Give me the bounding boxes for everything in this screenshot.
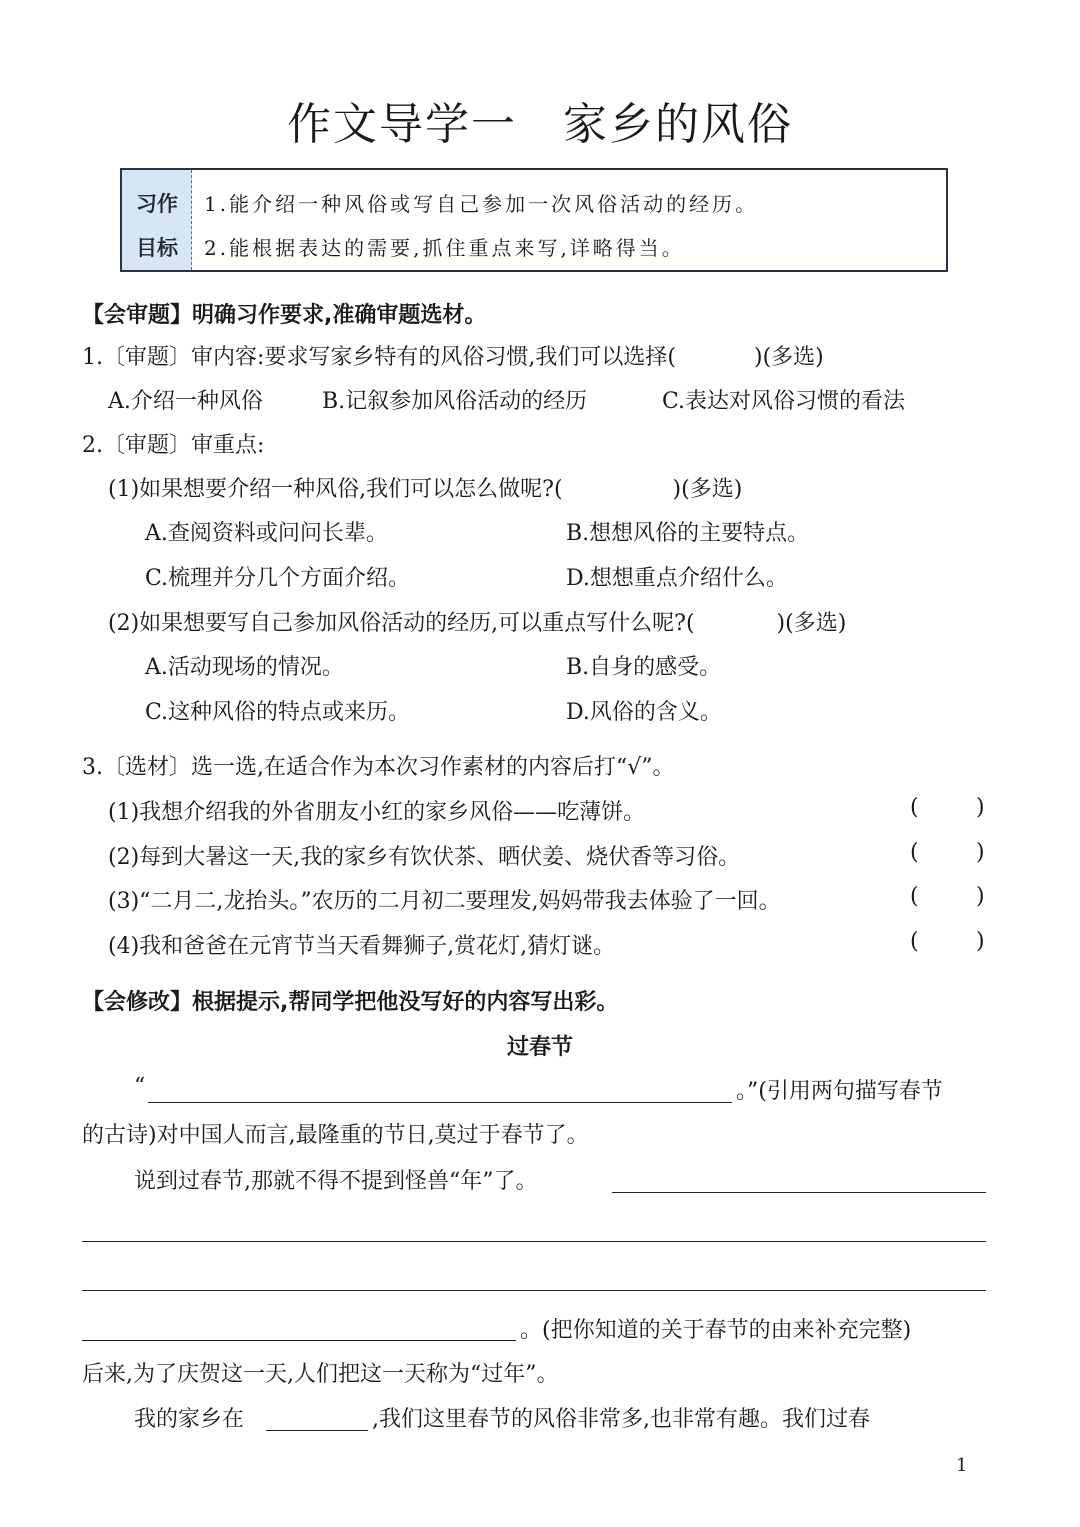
q2-sub2-option-c: C.这种风俗的特点或来历。 xyxy=(145,700,411,725)
question-2: 2.〔审题〕审重点: xyxy=(82,433,265,458)
q3-item-2-paren-close: ) xyxy=(976,840,985,865)
q3-item-1-paren-open[interactable]: ( xyxy=(910,795,919,820)
q1-option-c: C.表达对风俗习惯的看法 xyxy=(662,389,906,414)
goals-label-line2: 目标 xyxy=(136,236,178,260)
essay-blank-origin-4[interactable] xyxy=(82,1340,516,1341)
title-part1: 作文导学一 xyxy=(287,99,517,150)
page-title xyxy=(0,88,1080,152)
essay-quote-hint: 。”(引用两句描写春节 xyxy=(736,1079,943,1104)
essay-line-3: 说到过春节,那就不得不提到怪兽“年”了。 xyxy=(134,1169,538,1194)
q2-sub1-option-a: A.查阅资料或问问长辈。 xyxy=(145,521,388,546)
goals-label xyxy=(122,170,192,270)
goals-label-line1: 习作 xyxy=(136,192,178,216)
q3-item-4: (4)我和爸爸在元宵节当天看舞狮子,赏花灯,猜灯谜。 xyxy=(108,934,616,959)
goals-box xyxy=(120,168,948,272)
essay-line-8-suffix: ,我们这里春节的风俗非常多,也非常有趣。我们过春 xyxy=(372,1407,870,1432)
q1-option-b: B.记叙参加风俗活动的经历 xyxy=(322,389,588,414)
essay-blank-poem[interactable] xyxy=(148,1102,732,1103)
q2-sub1-answer-blank[interactable] xyxy=(563,479,673,503)
question-3: 3.〔选材〕选一选,在适合作为本次习作素材的内容后打“√”。 xyxy=(82,755,675,780)
q1-suffix: )(多选) xyxy=(753,345,824,370)
section-heading-revise: 【会修改】根据提示,帮同学把他没写好的内容写出彩。 xyxy=(82,990,619,1015)
essay-open-quote: “ xyxy=(134,1074,146,1099)
section-heading-review: 【会审题】明确习作要求,准确审题选材。 xyxy=(82,303,487,328)
q2-sub1 xyxy=(108,472,742,503)
goal-item-1: 1.能介绍一种风俗或写自己参加一次风俗活动的经历。 xyxy=(204,192,759,216)
q2-sub1-stem: (1)如果想要介绍一种风俗,我们可以怎么做呢?( xyxy=(108,477,563,502)
q2-sub2-option-d: D.风俗的含义。 xyxy=(566,700,722,725)
q2-sub1-suffix: )(多选) xyxy=(672,477,743,502)
q3-item-3: (3)“二月二,龙抬头。”农历的二月初二要理发,妈妈带我去体验了一回。 xyxy=(108,889,781,914)
q2-sub2-stem: (2)如果想要写自己参加风俗活动的经历,可以重点写什么呢?( xyxy=(108,611,695,636)
q2-sub2-answer-blank[interactable] xyxy=(695,613,777,637)
q2-sub1-option-d: D.想想重点介绍什么。 xyxy=(566,566,788,591)
essay-line-2: 的古诗)对中国人而言,最隆重的节日,莫过于春节了。 xyxy=(82,1123,589,1148)
q1-stem: 1.〔审题〕审内容:要求写家乡特有的风俗习惯,我们可以选择( xyxy=(82,345,676,370)
q3-item-2: (2)每到大暑这一天,我的家乡有饮伏茶、晒伏姜、烧伏香等习俗。 xyxy=(108,845,741,870)
q3-item-4-paren-close: ) xyxy=(976,929,985,954)
essay-blank-hometown[interactable] xyxy=(266,1430,368,1431)
q1-answer-blank[interactable] xyxy=(676,347,754,371)
q2-sub2-option-a: A.活动现场的情况。 xyxy=(145,655,344,680)
goal-item-2: 2.能根据表达的需要,抓住重点来写,详略得当。 xyxy=(204,236,685,260)
essay-title: 过春节 xyxy=(506,1035,573,1060)
question-1 xyxy=(82,340,824,371)
essay-blank-origin-1[interactable] xyxy=(612,1192,986,1193)
essay-blank-origin-2[interactable] xyxy=(82,1241,986,1242)
page-number: 1 xyxy=(956,1455,968,1476)
essay-line-7: 后来,为了庆贺这一天,人们把这一天称为“过年”。 xyxy=(82,1362,559,1387)
q3-item-1-paren-close: ) xyxy=(976,795,985,820)
q3-item-4-paren-open[interactable]: ( xyxy=(910,929,919,954)
essay-origin-hint: 。(把你知道的关于春节的由来补充完整) xyxy=(520,1318,912,1343)
q2-sub2-suffix: )(多选) xyxy=(776,611,847,636)
q3-item-3-paren-open[interactable]: ( xyxy=(910,884,919,909)
q2-sub2-option-b: B.自身的感受。 xyxy=(566,655,722,680)
essay-line-8-prefix: 我的家乡在 xyxy=(134,1407,245,1432)
q2-sub2 xyxy=(108,606,846,637)
essay-blank-origin-3[interactable] xyxy=(82,1290,986,1291)
q3-item-1: (1)我想介绍我的外省朋友小红的家乡风俗——吃薄饼。 xyxy=(108,800,646,825)
q2-sub1-option-b: B.想想风俗的主要特点。 xyxy=(566,521,810,546)
q3-item-3-paren-close: ) xyxy=(976,884,985,909)
q2-sub1-option-c: C.梳理并分几个方面介绍。 xyxy=(145,566,411,591)
title-part2: 家乡的风俗 xyxy=(563,99,793,150)
q1-option-a: A.介绍一种风俗 xyxy=(108,389,263,414)
q3-item-2-paren-open[interactable]: ( xyxy=(910,840,919,865)
